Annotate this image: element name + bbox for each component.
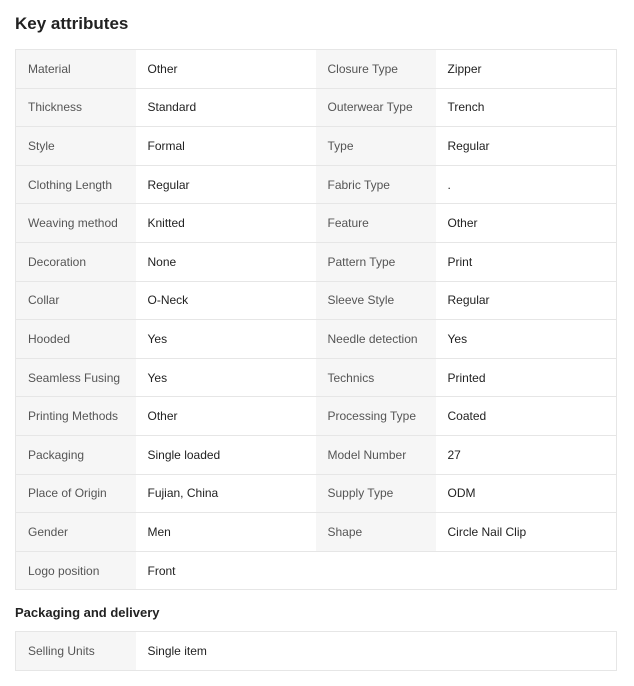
attribute-label: Type (316, 127, 436, 166)
attribute-label: Decoration (16, 242, 136, 281)
attribute-label: Pattern Type (316, 242, 436, 281)
attribute-row (16, 204, 617, 243)
attribute-label: Clothing Length (16, 165, 136, 204)
attribute-label: Hooded (16, 320, 136, 359)
attribute-value: Formal (136, 127, 316, 166)
attribute-label: Gender (16, 513, 136, 552)
attribute-label: Logo position (16, 551, 136, 590)
attribute-label: Place of Origin (16, 474, 136, 513)
attribute-row (16, 551, 617, 590)
attribute-label: Technics (316, 358, 436, 397)
attribute-row (16, 242, 617, 281)
attribute-value: Print (436, 242, 617, 281)
empty-cell (316, 551, 617, 590)
attribute-value: Regular (436, 127, 617, 166)
attribute-value: Coated (436, 397, 617, 436)
attribute-value: Single loaded (136, 435, 316, 474)
packaging-delivery-table (15, 631, 617, 671)
attribute-value: . (436, 165, 617, 204)
attribute-row (16, 358, 617, 397)
attribute-value: Standard (136, 88, 316, 127)
attribute-row (16, 320, 617, 359)
attribute-row (16, 513, 617, 552)
attribute-value: 27 (436, 435, 617, 474)
attribute-label: Thickness (16, 88, 136, 127)
attribute-label: Selling Units (16, 632, 136, 671)
attribute-label: Processing Type (316, 397, 436, 436)
attribute-label: Packaging (16, 435, 136, 474)
attribute-label: Supply Type (316, 474, 436, 513)
attribute-label: Feature (316, 204, 436, 243)
attribute-value: Regular (136, 165, 316, 204)
attribute-label: Style (16, 127, 136, 166)
attribute-value: Zipper (436, 50, 617, 89)
attribute-label: Printing Methods (16, 397, 136, 436)
attribute-label: Shape (316, 513, 436, 552)
attribute-label: Collar (16, 281, 136, 320)
attribute-value: Trench (436, 88, 617, 127)
attribute-value: None (136, 242, 316, 281)
attribute-value: Regular (436, 281, 617, 320)
attribute-value: Knitted (136, 204, 316, 243)
attribute-row (16, 397, 617, 436)
attribute-row (16, 435, 617, 474)
attribute-row (16, 88, 617, 127)
attribute-row (16, 632, 617, 671)
attribute-label: Sleeve Style (316, 281, 436, 320)
attribute-row (16, 474, 617, 513)
attribute-label: Closure Type (316, 50, 436, 89)
attribute-label: Model Number (316, 435, 436, 474)
attribute-value: Other (436, 204, 617, 243)
attribute-value: Printed (436, 358, 617, 397)
key-attributes-title: Key attributes (15, 14, 129, 33)
attribute-row (16, 127, 617, 166)
key-attributes-table (15, 49, 617, 590)
attribute-value: Fujian, China (136, 474, 316, 513)
attribute-row (16, 281, 617, 320)
empty-cell (317, 632, 617, 671)
attribute-label: Material (16, 50, 136, 89)
attribute-label: Seamless Fusing (16, 358, 136, 397)
attribute-value: Circle Nail Clip (436, 513, 617, 552)
attribute-value: Men (136, 513, 316, 552)
attribute-value: ODM (436, 474, 617, 513)
attribute-row (16, 165, 617, 204)
attribute-label: Outerwear Type (316, 88, 436, 127)
attribute-value: Yes (436, 320, 617, 359)
packaging-delivery-title: Packaging and delivery (15, 605, 160, 620)
attribute-value: Other (136, 397, 316, 436)
attribute-row (16, 50, 617, 89)
attribute-label: Weaving method (16, 204, 136, 243)
attribute-label: Fabric Type (316, 165, 436, 204)
attribute-value: Single item (136, 632, 317, 671)
attribute-value: O-Neck (136, 281, 316, 320)
attribute-label: Needle detection (316, 320, 436, 359)
attribute-value: Other (136, 50, 316, 89)
attribute-value: Front (136, 551, 316, 590)
attribute-value: Yes (136, 358, 316, 397)
attribute-value: Yes (136, 320, 316, 359)
